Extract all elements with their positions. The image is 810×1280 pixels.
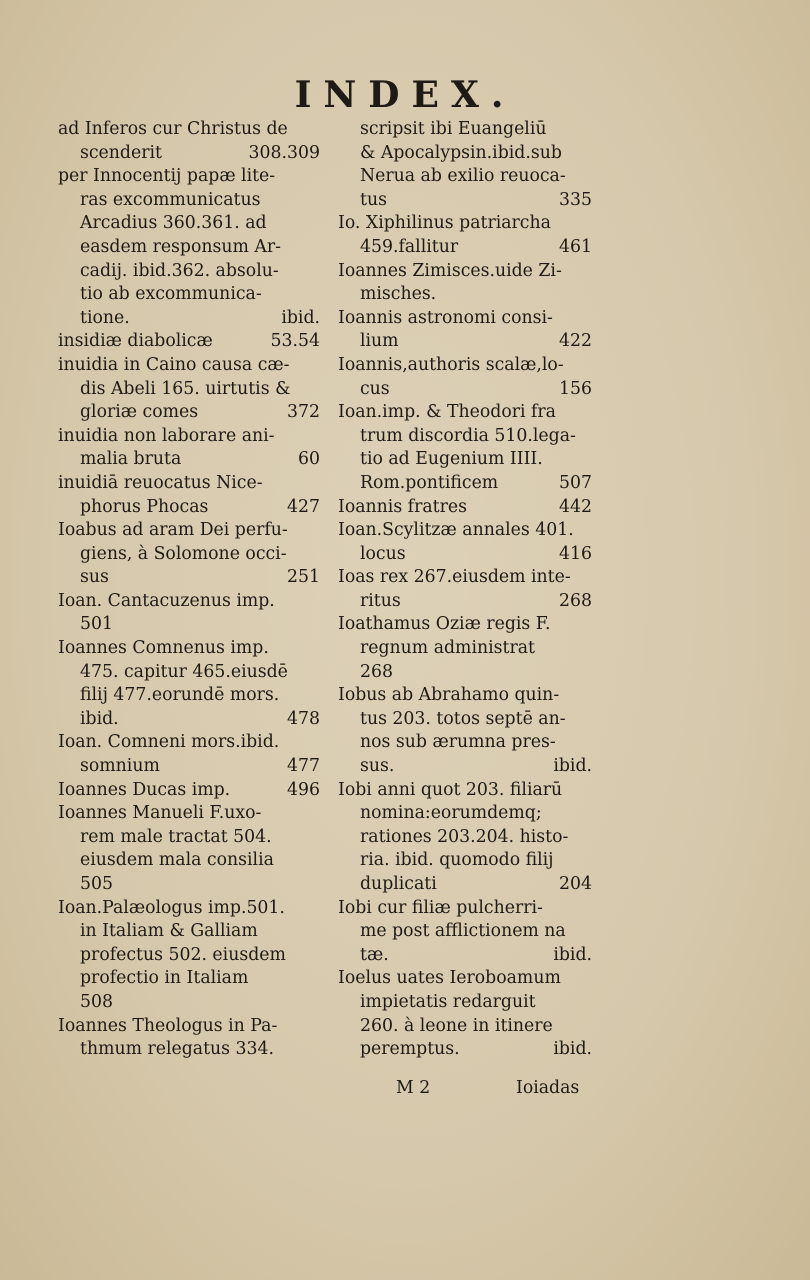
- page-reference: 204: [559, 874, 592, 894]
- page-reference: 335: [559, 189, 592, 210]
- entry-line: scripsit ibi Euangeliū: [360, 119, 547, 139]
- entry-line: cadij. ibid.362. absolu-: [80, 260, 279, 281]
- entry-line: rationes 203.204. histo-: [360, 826, 569, 847]
- entry-line: inuidia non laborare ani-: [58, 425, 275, 446]
- index-column-left: [58, 118, 320, 1062]
- index-entry: [338, 354, 592, 401]
- signature-mark: M 2: [396, 1078, 431, 1098]
- index-entry: [338, 613, 592, 684]
- index-entry: [338, 260, 592, 307]
- entry-line: Nerua ab exilio reuoca-: [360, 166, 566, 187]
- entry-line: filij 477.eorundē mors.: [80, 685, 280, 706]
- index-entry: [338, 401, 592, 495]
- entry-line: dis Abeli 165. uirtutis &: [80, 378, 291, 399]
- entry-line: Ioas rex 267.eiusdem inte-: [338, 567, 571, 588]
- entry-line: malia bruta: [80, 449, 182, 470]
- entry-line: Ioannis fratres: [338, 496, 467, 517]
- index-column-right: [338, 118, 592, 1062]
- entry-line: 505: [80, 874, 113, 894]
- page-reference: 422: [559, 331, 592, 352]
- page-reference: 507: [559, 472, 592, 493]
- entry-line: Arcadius 360.361. ad: [80, 213, 267, 234]
- page-reference: 427: [287, 496, 320, 517]
- index-entry: [58, 731, 320, 778]
- index-entry: [338, 684, 592, 778]
- index-entry: [58, 354, 320, 425]
- index-entry: [338, 779, 592, 897]
- entry-line: Io. Xiphilinus patriarcha: [338, 213, 551, 234]
- index-entry: [58, 1015, 320, 1062]
- catchword: Ioiadas: [516, 1078, 580, 1098]
- entry-line: 268: [360, 661, 393, 682]
- page-reference: 477: [287, 756, 320, 777]
- entry-line: Ioan.Palæologus imp.501.: [58, 897, 285, 918]
- entry-line: tio ad Eugenium IIII.: [360, 449, 543, 470]
- index-entry: [58, 118, 320, 165]
- entry-line: profectio in Italiam: [80, 968, 249, 989]
- entry-line: Ioannis astronomi consi-: [338, 307, 553, 328]
- page-reference: 308.309: [248, 142, 320, 163]
- entry-line: Rom.pontificem: [360, 472, 499, 493]
- index-entry: [58, 425, 320, 472]
- page-reference: ibid.: [553, 756, 592, 777]
- page-reference: 268: [559, 590, 592, 611]
- entry-line: 260. à leone in itinere: [360, 1015, 553, 1036]
- entry-line: duplicati: [360, 874, 437, 894]
- entry-line: ria. ibid. quomodo filij: [360, 850, 554, 871]
- page-reference: 372: [287, 402, 320, 423]
- index-entry: [338, 519, 592, 566]
- entry-line: trum discordia 510.lega-: [360, 425, 576, 446]
- entry-line: rem male tractat 504.: [80, 826, 272, 847]
- page-reference: 478: [287, 708, 320, 729]
- index-entry: [58, 779, 320, 803]
- index-entry: [58, 897, 320, 1015]
- index-entry: [338, 496, 592, 520]
- index-entry: [58, 802, 320, 896]
- entry-line: Ioan. Comneni mors.ibid.: [58, 732, 280, 753]
- entry-line: ras excommunicatus: [80, 189, 261, 210]
- entry-line: thmum relegatus 334.: [80, 1039, 274, 1060]
- entry-line: Ioannes Manueli F.uxo-: [58, 803, 262, 824]
- entry-line: Ioannes Ducas imp.: [58, 779, 231, 800]
- entry-line: peremptus.: [360, 1039, 460, 1060]
- entry-line: Ioelus uates Ieroboamum: [338, 968, 561, 989]
- entry-line: scenderit: [80, 142, 162, 163]
- entry-line: Ioan.Scylitzæ annales 401.: [338, 520, 574, 541]
- index-entry: [338, 307, 592, 354]
- entry-line: Ioannis,authoris scalæ,lo-: [338, 354, 564, 375]
- entry-line: in Italiam & Galliam: [80, 921, 258, 942]
- entry-line: 508: [80, 991, 113, 1012]
- index-entry: [338, 897, 592, 968]
- index-entry: [58, 330, 320, 354]
- entry-line: me post afflictionem na: [360, 921, 566, 942]
- entry-line: Ioathamus Oziæ regis F.: [338, 614, 551, 635]
- index-entry: [338, 967, 592, 1061]
- entry-line: Ioannes Comnenus imp.: [58, 638, 269, 659]
- entry-line: 475. capitur 465.eiusdē: [80, 661, 288, 682]
- entry-line: & Apocalypsin.ibid.sub: [360, 142, 562, 163]
- page-header: INDEX.: [294, 74, 516, 116]
- page-reference: 156: [559, 378, 592, 399]
- entry-line: gloriæ comes: [80, 402, 199, 423]
- entry-line: ad Inferos cur Christus de: [58, 119, 288, 139]
- entry-line: Iobi cur filiæ pulcherri-: [338, 897, 543, 918]
- page-reference: ibid.: [281, 307, 320, 328]
- entry-line: tione.: [80, 307, 130, 328]
- page-reference: ibid.: [553, 944, 592, 965]
- entry-line: Ioan. Cantacuzenus imp.: [58, 590, 275, 611]
- index-entry: [338, 118, 592, 212]
- entry-line: lium: [360, 331, 399, 352]
- entry-line: insidiæ diabolicæ: [58, 331, 213, 352]
- page-reference: 60: [298, 449, 320, 470]
- entry-line: Iobi anni quot 203. filiarū: [338, 779, 563, 800]
- page-reference: 496: [287, 779, 320, 800]
- index-entry: [58, 472, 320, 519]
- entry-line: 459.fallitur: [360, 236, 459, 257]
- index-entry: [338, 566, 592, 613]
- entry-line: easdem responsum Ar-: [80, 236, 281, 257]
- entry-line: Iobus ab Abrahamo quin-: [338, 685, 560, 706]
- entry-line: phorus Phocas: [80, 496, 209, 517]
- entry-line: sus.: [360, 756, 395, 777]
- page-reference: 251: [287, 567, 320, 588]
- page-reference: 442: [559, 496, 592, 517]
- index-entry: [58, 165, 320, 330]
- entry-line: sus: [80, 567, 109, 588]
- entry-line: tio ab excommunica-: [80, 284, 262, 305]
- entry-line: tus 203. totos septē an-: [360, 708, 566, 729]
- entry-line: impietatis redarguit: [360, 991, 536, 1012]
- entry-line: eiusdem mala consilia: [80, 850, 274, 871]
- index-entry: [58, 519, 320, 590]
- entry-line: 501: [80, 614, 113, 635]
- entry-line: tæ.: [360, 944, 389, 965]
- entry-line: ibid.: [80, 708, 119, 729]
- entry-line: nomina:eorumdemq;: [360, 803, 542, 824]
- entry-line: misches.: [360, 284, 437, 305]
- entry-line: inuidiā reuocatus Nice-: [58, 472, 263, 493]
- index-entry: [338, 212, 592, 259]
- entry-line: tus: [360, 189, 387, 210]
- entry-line: Ioabus ad aram Dei perfu-: [58, 520, 288, 541]
- page-reference: 416: [559, 543, 592, 564]
- entry-line: inuidia in Caino causa cæ-: [58, 354, 290, 375]
- entry-line: per Innocentij papæ lite-: [58, 166, 276, 187]
- entry-line: Ioannes Zimisces.uide Zi-: [338, 260, 562, 281]
- entry-line: Ioan.imp. & Theodori fra: [338, 402, 556, 423]
- entry-line: profectus 502. eiusdem: [80, 944, 286, 965]
- index-entry: [58, 590, 320, 637]
- entry-line: locus: [360, 543, 406, 564]
- page-reference: 461: [559, 236, 592, 257]
- entry-line: ritus: [360, 590, 401, 611]
- page-reference: ibid.: [553, 1039, 592, 1060]
- index-entry: [58, 637, 320, 731]
- entry-line: somnium: [80, 756, 160, 777]
- entry-line: cus: [360, 378, 390, 399]
- page-reference: 53.54: [270, 331, 320, 352]
- entry-line: regnum administrat: [360, 638, 535, 659]
- entry-line: giens, à Solomone occi-: [80, 543, 287, 564]
- entry-line: Ioannes Theologus in Pa-: [58, 1015, 278, 1036]
- entry-line: nos sub ærumna pres-: [360, 732, 556, 753]
